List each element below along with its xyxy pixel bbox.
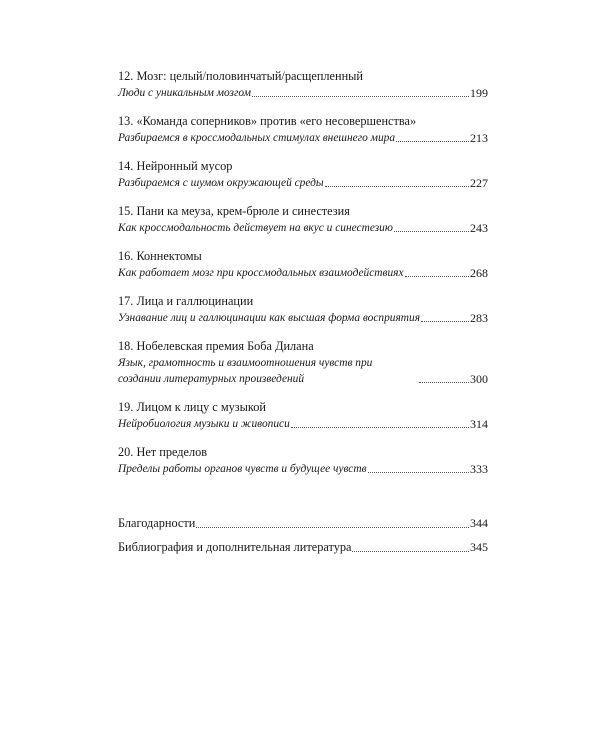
table-of-contents xyxy=(118,68,488,563)
chapter-subtitle-row xyxy=(118,130,488,146)
acknowledgements-title: Благодарности xyxy=(118,516,196,530)
chapter-subtitle-row xyxy=(118,265,488,281)
page-number: 199 xyxy=(470,86,488,100)
chapter-title: 18. Нобелевская премия Боба Дилана xyxy=(118,339,314,353)
chapter-title: 13. «Команда соперников» против «его несовершенства» xyxy=(118,114,417,128)
chapter-title: 20. Нет пределов xyxy=(118,445,208,459)
chapter-subtitle-row xyxy=(118,220,488,236)
page-number: 345 xyxy=(470,540,488,554)
page-number: 283 xyxy=(470,311,488,325)
page-number: 344 xyxy=(470,516,488,530)
back-matter-row xyxy=(118,539,488,556)
chapter-title: 14. Нейронный мусор xyxy=(118,159,233,173)
chapter-subtitle: Язык, грамотность и взаимоотношения чувств при создании литературных произведений xyxy=(118,357,373,385)
chapter-title: 15. Пани ка меуза, крем-брюле и синестезия xyxy=(118,204,350,218)
toc-entry xyxy=(118,399,488,432)
chapter-subtitle-row xyxy=(118,461,488,477)
page-number: 314 xyxy=(470,417,488,431)
page-number: 333 xyxy=(470,462,488,476)
chapter-title: 19. Лицом к лицу с музыкой xyxy=(118,400,266,414)
dot-leader xyxy=(196,526,469,528)
toc-entry xyxy=(118,113,488,146)
chapter-subtitle: Пределы работы органов чувств и будущее чувств xyxy=(118,463,367,475)
toc-entry xyxy=(118,293,488,326)
dot-leader xyxy=(419,381,469,383)
toc-entry xyxy=(118,338,488,387)
chapter-subtitle: Разбираемся с шумом окружающей среды xyxy=(118,177,324,189)
bibliography-title: Библиография и дополнительная литература xyxy=(118,540,352,554)
chapter-title: 12. Мозг: целый/половинчатый/расщепленный xyxy=(118,69,363,83)
chapter-subtitle: Нейробиология музыки и живописи xyxy=(118,418,290,430)
chapter-subtitle-row xyxy=(118,355,488,387)
toc-entry xyxy=(118,68,488,101)
toc-entry xyxy=(118,248,488,281)
dot-leader xyxy=(394,230,469,232)
chapter-title: 16. Коннектомы xyxy=(118,249,202,263)
chapter-subtitle: Как работает мозг при кроссмодальных взаимодействиях xyxy=(118,267,404,279)
dot-leader xyxy=(325,185,469,187)
dot-leader xyxy=(396,140,469,142)
dot-leader xyxy=(421,320,469,322)
chapter-subtitle: Люди с уникальным мозгом xyxy=(118,87,251,99)
dot-leader xyxy=(352,550,469,552)
back-matter xyxy=(118,515,488,556)
page-number: 213 xyxy=(470,131,488,145)
dot-leader xyxy=(291,426,469,428)
page-number: 300 xyxy=(470,372,488,386)
chapter-subtitle-row xyxy=(118,310,488,326)
dot-leader xyxy=(405,275,469,277)
toc-entry xyxy=(118,158,488,191)
dot-leader xyxy=(368,471,469,473)
chapter-subtitle: Узнавание лиц и галлюцинации как высшая форма восприятия xyxy=(118,312,421,324)
page-number: 243 xyxy=(470,221,488,235)
toc-entry xyxy=(118,444,488,477)
page-number: 268 xyxy=(470,266,488,280)
page-number: 227 xyxy=(470,176,488,190)
chapter-subtitle-row xyxy=(118,85,488,101)
dot-leader xyxy=(252,95,469,97)
chapter-subtitle-row xyxy=(118,175,488,191)
chapter-subtitle-row xyxy=(118,416,488,432)
chapter-subtitle: Как кроссмодальность действует на вкус и синестезию xyxy=(118,222,393,234)
chapter-title: 17. Лица и галлюцинации xyxy=(118,294,254,308)
chapter-subtitle: Разбираемся в кроссмодальных стимулах внешнего мира xyxy=(118,132,396,144)
back-matter-row xyxy=(118,515,488,532)
toc-entry xyxy=(118,203,488,236)
